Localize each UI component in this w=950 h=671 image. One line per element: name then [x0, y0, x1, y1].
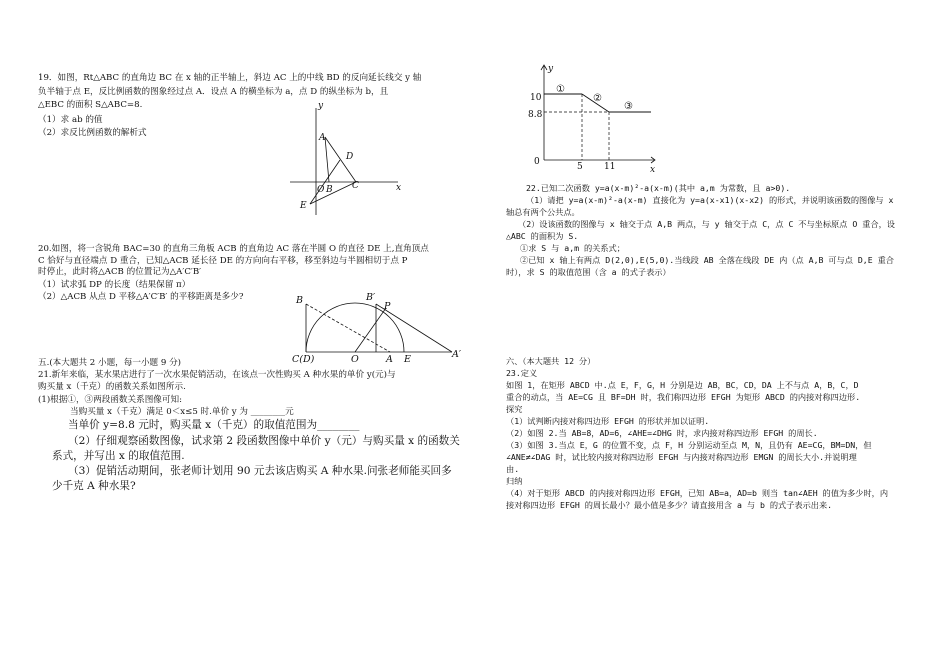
q21-line-1: 21.新年来临，某水果店进行了一次水果促销活动，在该点一次性购买 A 种水果的单价 y(元)与 [38, 370, 396, 380]
graph-y-axis-label: y [548, 64, 554, 74]
q19-fig-label-O: O [317, 185, 325, 195]
q19-part-2: （2）求反比例函数的解析式 [38, 128, 147, 138]
q19-fig-label-C: C [352, 181, 359, 191]
q19-fig-label-E: E [300, 201, 307, 211]
q23-part-3: （3）如图 3.当点 E，G 的位置不变，点 F，H 分别运动至点 M，N，且仍有 AE=CG，BM=DN，但 [506, 440, 872, 450]
graph-xtick-5: 5 [577, 162, 583, 172]
q23-part-4-cont: 接对称四边形 EFGH 的周长最小？最小值是多少？请直接用含 a 与 b 的式子表示出来. [506, 500, 833, 510]
q23-summary: 归纳 [506, 476, 523, 486]
graph-ytick-10: 10 [530, 93, 542, 103]
q20-line-1: 20.如图，将一含锐角 BAC=30 的直角三角板 ACB 的直角边 AC 落在半圆 O 的直径 DE 上,直角顶点 [38, 244, 429, 254]
q20-fig-label-O: O [351, 354, 359, 365]
q19-fig-label-y: y [318, 101, 324, 111]
q23-explore: 探究 [506, 404, 523, 414]
q20-fig-label-A: A [386, 354, 393, 365]
q21-part-1-a: 当购买量 x（千克）满足 0＜x≤5 时.单价 y 为 ________元 [70, 407, 294, 417]
q20-part-1: （1）试求弧 DP 的长度（结果保留 π） [38, 280, 191, 290]
q20-fig-label-Bprime: B′ [366, 292, 376, 303]
section-6-heading: 六、（本大题共 12 分） [506, 356, 596, 366]
q21-part-1-b: 当单价 y=8.8 元时，购买量 x（千克）的取值范围为________ [68, 419, 360, 431]
graph-segment-3-label: ③ [624, 101, 633, 112]
graph-segment-1-label: ① [556, 84, 565, 95]
q22-part-1-cont: 轴总有两个公共点。 [506, 207, 580, 217]
q19-figure [290, 100, 410, 220]
q19-line-3: △EBC 的面积 S△ABC=8. [38, 100, 143, 110]
q22-part-2-a: ①求 S 与 a,m 的关系式； [520, 243, 625, 253]
q23-title: 23.定义 [506, 368, 538, 378]
price-graph [528, 62, 668, 175]
q19-line-2: 负半轴于点 E，反比例函数的图象经过点 A．设点 A 的横坐标为 a，点 D 的纵坐标为 b，且 [38, 87, 389, 97]
q21-part-1: (1)根据①，③两段函数关系图像可知: [38, 395, 182, 405]
graph-xtick-11: 11 [604, 162, 616, 172]
q19-fig-label-x: x [396, 183, 402, 193]
q23-part-3-end: 由. [506, 464, 520, 474]
q19-fig-label-D: D [346, 152, 354, 162]
q19-fig-label-A: A [319, 133, 326, 143]
q21-part-2-cont: 系式，并写出 x 的取值范围. [52, 450, 185, 462]
graph-origin-label: 0 [534, 157, 540, 167]
section-5-heading: 五.(本大题共 2 小题，每一小题 9 分) [38, 358, 182, 368]
q20-part-2: （2）△ACB 从点 D 平移△A′C′B′ 的平移距离是多少? [38, 292, 244, 302]
q19-part-1: （1）求 ab 的值 [38, 115, 103, 125]
q22-part-1: （1）请把 y=a(x-m)²-a(x-m) 直接化为 y=a(x-x1)(x-x2) 的形式，并说明该函数的图像与 x [526, 195, 894, 205]
q22-part-2-b: ②已知 x 轴上有两点 D(2,0),E(5,0).当线段 AB 全落在线段 DE 内（点 A,B 可与点 D,E 重合 [520, 255, 894, 265]
q20-line-3: 时停止，此时将△ACB 的位置记为△A′C′B′ [38, 267, 202, 277]
q20-fig-label-Aprime: A′ [452, 349, 462, 360]
q20-line-2: C 恰好与直径端点 D 重合，已知△ACB 延长径 DE 的方向向右平移，移至斜边与半圆相切于点 P [38, 256, 408, 266]
q20-fig-label-CD: C(D) [292, 354, 315, 365]
q21-part-3: （3）促销活动期间，张老师计划用 90 元去该店购买 A 种水果.问张老师能买回多 [68, 465, 452, 477]
q23-part-1: （1）试判断内接对称四边形 EFGH 的形状并加以证明. [506, 416, 710, 426]
q21-line-2: 购买量 x（千克）的函数关系如图所示. [38, 382, 186, 392]
q20-fig-label-P: P [384, 301, 391, 312]
q22-part-2: （2）设该函数的图像与 x 轴交于点 A,B 两点，与 y 轴交于点 C，点 C 不与坐标原点 O 重合，设 [518, 219, 895, 229]
q23-def-1: 如图 1，在矩形 ABCD 中.点 E，F，G，H 分别是边 AB，BC，CD，DA 上不与点 A，B，C，D [506, 380, 859, 390]
q22-part-2-b-cont: 时），求 S 的取值范围（含 a 的式子表示） [506, 267, 671, 277]
q23-part-2: （2）如图 2.当 AB=8，AD=6，∠AHE=∠DHG 时，求内接对称四边形 EFGH 的周长. [506, 428, 818, 438]
graph-segment-2-label: ② [593, 93, 602, 104]
graph-ytick-8.8: 8.8 [528, 110, 543, 120]
q20-figure [292, 288, 464, 368]
q21-part-2: （2）仔细观察函数图像，试求第 2 段函数图像中单价 y（元）与购买量 x 的函数关 [68, 435, 460, 447]
graph-x-axis-label: x [650, 165, 656, 175]
q19-fig-label-B: B [326, 185, 333, 195]
q20-fig-label-B: B [296, 295, 303, 306]
q23-def-2: 重合的动点，当 AE=CG 且 BF=DH 时，我们称四边形 EFGH 为矩形 ABCD 的内接对称四边形. [506, 392, 861, 402]
q23-part-4: （4）对于矩形 ABCD 的内接对称四边形 EFGH，已知 AB=a，AD=b 则当 tan∠AEH 的值为多少时，内 [506, 488, 889, 498]
q22-line-1: 22.已知二次函数 y=a(x-m)²-a(x-m)(其中 a,m 为常数，且 a>0). [526, 183, 791, 193]
q19-line-1: 19．如图，Rt△ABC 的直角边 BC 在 x 轴的正半轴上，斜边 AC 上的中线 BD 的反向延长线交 y 轴 [38, 73, 422, 83]
q20-fig-label-E: E [404, 354, 411, 365]
q23-part-3-cont: ∠ANE≠∠DAG 时，试比较内接对称四边形 EFGH 与内接对称四边形 EMGN 的周长大小.并说明理 [506, 452, 857, 462]
q22-part-2-cont: △ABC 的面积为 S. [506, 231, 579, 241]
q21-part-3-cont: 少千克 A 种水果? [52, 480, 136, 492]
